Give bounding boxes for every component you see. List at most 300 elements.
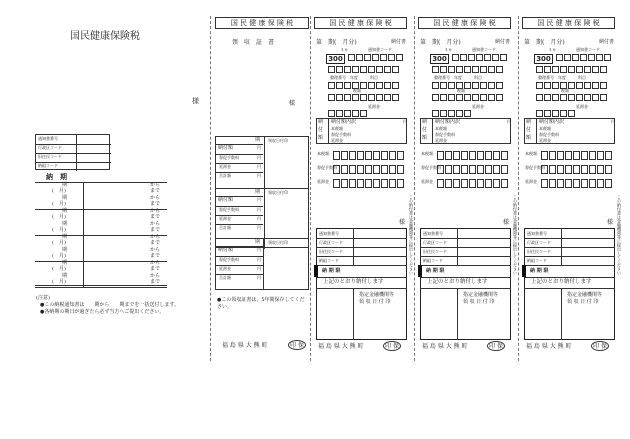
installment-ki: 期 [62,273,68,279]
digit-cell [360,82,367,89]
row-label: 延滞金 [472,104,484,109]
digit-cell [589,179,596,188]
row-label: 本税額 [317,151,329,156]
installment-month: ( 月) [52,279,66,285]
digit-cell [557,179,564,188]
installment-kara: から [150,247,161,253]
digit-cell [552,94,559,101]
digit-cell [328,94,335,101]
receipt-stamp-label: 領収日付印 [268,190,288,195]
digit-cell [496,82,503,89]
digit-cell [469,151,476,160]
code-label: 旧住民コード [319,249,343,254]
digit-cell [397,179,404,188]
digit-cell [500,54,507,61]
slip-sama: 様 [399,219,406,226]
yen-label: 円 [257,266,261,271]
digit-cell [605,179,612,188]
divider [457,228,458,266]
digit-cell [389,179,396,188]
due-label: 納 期 限 [530,268,549,274]
row-label: 年度 [454,75,462,80]
installment-ki: 期 [62,260,68,266]
digit-cell [600,66,607,73]
digit-cell [381,179,388,188]
digit-cell [536,110,543,117]
digit-cell [357,151,364,160]
digit-cell [565,165,572,174]
yen-label: 円 [257,225,261,230]
digit-cell [544,110,551,117]
code-label: 通知書番号 [423,231,443,236]
digit-cell [448,66,455,73]
digit-cell [333,165,340,174]
digit-cell [352,66,359,73]
digit-cell [568,110,575,117]
receipt-header: 国 民 健 康 保 険 税 [215,17,309,29]
breakdown-row: 督促手数料 [331,132,351,137]
digit-cell [472,82,479,89]
vertical-note: この納付書は金融機関等に提出してください [617,195,622,275]
slip-sama: 様 [503,219,510,226]
digit-cell [360,110,367,117]
pay-text: 上記のとおり納付します [531,279,592,285]
digit-cell [384,94,391,101]
digit-cell [501,151,508,160]
digit-cell [589,165,596,174]
divider [524,247,615,248]
code-label: 通知書番号 [527,231,547,236]
digit-cell [581,179,588,188]
row-label: 整理番号 [434,75,450,80]
digit-cell [560,66,567,73]
row-label: 延滞金 [368,104,380,109]
divider [316,238,407,239]
installment-kara: から [150,221,161,227]
digit-cell [360,66,367,73]
addressee-sama: 様 [192,97,199,105]
breakdown-heading: 納付額内訳 [539,119,565,125]
digit-cell [456,66,463,73]
divider [328,118,329,144]
divider [524,256,615,257]
receipt-stamp-label: 領収日付印 [268,240,288,245]
digit-cell [541,151,548,160]
row-label: 税額 [457,88,465,93]
breakdown-heading: 納付額内訳 [331,119,357,125]
installment-month: ( 月) [52,188,66,194]
digit-cell [592,66,599,73]
breakdown-row: 督促手数料 [539,132,559,137]
side-col: 納 [422,119,428,125]
yen-label: 円 [257,247,261,252]
code-label: 納組コード [319,258,339,263]
digit-cell [496,94,503,101]
bank-text: 指定金融機関等 [359,292,395,298]
digit-cell [480,66,487,73]
receipt-sub-label: 延滞金 [219,266,231,271]
digit-cell [557,165,564,174]
digit-cell [368,94,375,101]
digit-cell [564,54,571,61]
row-label: 税額 [353,88,361,93]
installment-kara: から [150,234,161,240]
installment-kara: から [150,195,161,201]
code-label: 行政区コード [319,240,343,245]
digit-cell [368,66,375,73]
digit-cell [352,110,359,117]
receipt-note: ●この領収証書は、5年間保存してください。 [217,297,305,310]
receipt-ki: 期 [255,189,261,195]
breakdown-box [524,118,615,144]
digit-cell [456,110,463,117]
receipt-title: 領 収 証 書 [232,39,275,46]
perforation [310,16,311,361]
row-label: 年度 [558,75,566,80]
digit-cell [356,54,363,61]
digit-cell [477,179,484,188]
digit-cell [477,165,484,174]
digit-cell [333,179,340,188]
digit-cell [584,94,591,101]
slip-type: 納付書 [495,39,511,45]
digit-cell [445,151,452,160]
digit-cell [357,179,364,188]
digit-cell [392,82,399,89]
installment-kara: から [150,208,161,214]
installment-kara: から [150,260,161,266]
divider [420,247,511,248]
slip-sama: 様 [607,219,614,226]
digit-cell [384,66,391,73]
digit-cell [380,54,387,61]
divider [432,118,433,144]
digit-cell [600,82,607,89]
digit-cell [573,179,580,188]
side-col: 額 [318,135,324,141]
digit-cell [373,179,380,188]
divider [420,265,511,266]
digit-cell [536,82,543,89]
vertical-note: この納付書は金融機関等に提出してください [513,195,518,275]
divider [536,118,537,144]
yen-label: 円 [257,216,261,221]
digit-cell [597,165,604,174]
digit-cell [605,151,612,160]
receipt-divider [263,238,264,290]
digit-cell [368,82,375,89]
digit-cell [572,54,579,61]
yen-label: 円 [257,155,261,160]
slip-period: 第 期( 月分) [524,39,565,46]
digit-cell [580,54,587,61]
notes-heading: (注意) [36,295,50,301]
digit-cell [376,94,383,101]
divider [316,288,407,289]
installment-ki: 期 [62,182,68,188]
digit-cell [453,179,460,188]
row-label: 科目 [370,75,378,80]
installment-made: まで [150,253,161,259]
side-col: 額 [526,135,532,141]
digit-cell [432,66,439,73]
code-label: 旧住民コード [423,249,447,254]
slip-footer: 福 島 県 大 熊 町 [526,343,572,350]
slip-seal: 印 保 [591,341,609,351]
digit-cell [392,66,399,73]
slip-header: 国 民 健 康 保 険 税 [522,17,615,29]
pay-text: 上記のとおり納付します [427,279,488,285]
digit-cell [341,165,348,174]
perforation [518,16,519,361]
digit-cell [468,54,475,61]
installment-month: ( 月) [52,214,66,220]
digit-cell [480,82,487,89]
digit-cell [472,94,479,101]
notice-title: 国民健康保険税 [70,31,140,42]
code-label: 通知書コード [368,47,392,52]
code-label: 納組コード [527,258,547,263]
divider [524,288,615,289]
amount-box: 300 [534,54,553,64]
digit-cell [600,94,607,101]
digit-cell [589,151,596,160]
digit-cell [344,94,351,101]
digit-cell [476,54,483,61]
code-label: 行政区コード [423,240,447,245]
row-label: 科目 [578,75,586,80]
digit-cell [544,66,551,73]
divider [561,288,562,340]
code-label: 通知書番号 [319,231,339,236]
receipt-stamp-label: 領収日付印 [268,138,288,143]
yen-label: 円 [257,207,261,212]
digit-cell [472,66,479,73]
digit-cell [460,54,467,61]
code-row-label: 通知書番号 [38,136,58,141]
digit-cell [544,82,551,89]
receipt-sama: 様 [289,100,296,107]
digit-cell [461,151,468,160]
installment-ki: 期 [62,247,68,253]
code-row-label: 旧住民コード [38,154,62,159]
digit-cell [452,54,459,61]
installment-made: まで [150,279,161,285]
digit-cell [581,151,588,160]
digit-cell [501,165,508,174]
pay-text: 上記のとおり納付します [323,279,384,285]
digit-cell [389,165,396,174]
side-col: 付 [422,127,428,133]
divider [316,265,407,266]
installment-ki: 期 [62,195,68,201]
breakdown-box [316,118,407,144]
slip-seal: 印 保 [487,341,505,351]
code-label: 1 0 [445,47,452,52]
installment-made: まで [150,214,161,220]
receipt-sub-label: 督促手数料 [219,155,239,160]
digit-cell [573,165,580,174]
digit-cell [448,94,455,101]
installment-made: まで [150,240,161,246]
digit-cell [484,54,491,61]
yen-label: 円 [257,145,261,150]
slip-type: 納付書 [599,39,615,45]
installment-ki: 期 [62,234,68,240]
digit-cell [437,151,444,160]
digit-cell [384,82,391,89]
breakdown-row: 本税額 [539,126,551,131]
digit-cell [549,179,556,188]
bank-text: 領 収 日 付 印 [463,299,495,305]
due-label: 納 期 限 [322,268,341,274]
digit-cell [581,165,588,174]
digit-cell [573,151,580,160]
digit-cell [461,179,468,188]
due-label: 納 期 限 [426,268,445,274]
installment-ki: 期 [62,221,68,227]
digit-cell [536,66,543,73]
divider [524,265,615,266]
installment-month: ( 月) [52,227,66,233]
code-label: 通知書コード [576,47,600,52]
bank-text: 領 収 日 付 印 [567,299,599,305]
divider [353,288,354,340]
digit-cell [437,179,444,188]
side-col: 納 [526,119,532,125]
divider [561,228,562,266]
digit-cell [373,165,380,174]
yen-label: 円 [257,173,261,178]
code-label: 1 0 [341,47,348,52]
amount-box: 300 [326,54,345,64]
yen-label: 円 [257,164,261,169]
digit-cell [492,54,499,61]
digit-cell [448,110,455,117]
row-label: 督促手数料 [421,165,441,170]
digit-cell [477,151,484,160]
side-col: 額 [422,135,428,141]
digit-cell [440,66,447,73]
bank-text: 領 収 日 付 印 [359,299,391,305]
slip-header: 国 民 健 康 保 険 税 [314,17,407,29]
side-col: 納 [318,119,324,125]
divider [524,277,615,278]
installment-kara: から [150,182,161,188]
digit-cell [549,165,556,174]
digit-cell [552,110,559,117]
digit-cell [456,94,463,101]
digit-cell [376,66,383,73]
yen-label: 円 [257,275,261,280]
receipt-sub-label: 延滞金 [219,164,231,169]
digit-cell [349,179,356,188]
slip-seal: 印 保 [383,341,401,351]
row-divider [35,235,167,236]
vertical-note: この納付書は金融機関等に提出してください [409,195,414,275]
digit-cell [437,165,444,174]
digit-cell [381,151,388,160]
digit-cell [552,66,559,73]
row-label: 督促手数料 [525,165,545,170]
digit-cell [445,179,452,188]
digit-cell [453,165,460,174]
installment-month: ( 月) [52,266,66,272]
code-label: 通知書コード [472,47,496,52]
digit-cell [328,66,335,73]
digit-cell [493,165,500,174]
digit-cell [549,151,556,160]
digit-cell [488,94,495,101]
digit-cell [568,94,575,101]
digit-cell [432,82,439,89]
yen-label: 円 [611,119,615,124]
code-label: 旧住民コード [527,249,551,254]
digit-cell [341,151,348,160]
digit-cell [396,54,403,61]
digit-cell [464,110,471,117]
installment-month: ( 月) [52,240,66,246]
breakdown-box [420,118,511,144]
breakdown-heading: 納付額内訳 [435,119,461,125]
code-row-label: 納組コード [38,163,58,168]
digit-cell [453,151,460,160]
digit-cell [448,82,455,89]
receipt-sub-label: 合計額 [219,173,231,178]
receipt-sub-label: 督促手数料 [219,207,239,212]
digit-cell [604,54,611,61]
installment-month: ( 月) [52,253,66,259]
code-label: 1 0 [549,47,556,52]
digit-cell [373,151,380,160]
digit-cell [464,66,471,73]
installment-made: まで [150,266,161,272]
digit-cell [372,54,379,61]
row-label: 延滞金 [576,104,588,109]
installment-made: まで [150,227,161,233]
digit-cell [445,165,452,174]
digit-cell [341,179,348,188]
row-label: 科目 [474,75,482,80]
digit-cell [397,151,404,160]
digit-cell [336,82,343,89]
row-label: 延滞金 [421,179,433,184]
breakdown-row: 延滞金 [331,138,343,143]
receipt-footer: 福 島 県 大 熊 町 [222,342,268,349]
breakdown-row: 本税額 [435,126,447,131]
slip-period: 第 期( 月分) [420,39,461,46]
digit-cell [493,151,500,160]
row-label: 本税額 [421,151,433,156]
divider [353,228,354,266]
code-row-label: 行政区コード [38,145,62,150]
digit-cell [336,110,343,117]
digit-cell [432,110,439,117]
receipt-seal: 印 保 [288,340,306,350]
digit-cell [344,110,351,117]
due-marker [522,265,526,277]
perforation [414,16,415,361]
digit-cell [556,54,563,61]
yen-label: 円 [403,119,407,124]
receipt-amount-label: 納付額 [218,145,234,151]
digit-cell [389,151,396,160]
digit-cell [480,94,487,101]
divider [457,288,458,340]
installment-kara: から [150,273,161,279]
digit-cell [592,82,599,89]
code-label: 行政区コード [527,240,551,245]
